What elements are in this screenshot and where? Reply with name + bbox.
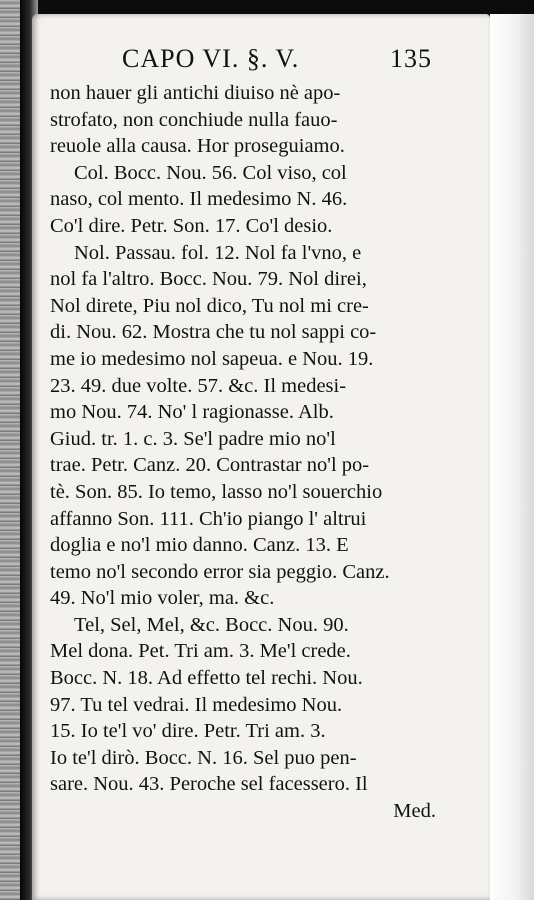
text-line: temo no'l secondo error sia peggio. Canz.: [50, 560, 390, 583]
text-line: me io medesimo nol sapeua. e Nou. 19.: [50, 347, 374, 370]
text-line: reuole alla causa. Hor proseguiamo.: [50, 135, 345, 158]
text-line: Nol. Passau. fol. 12. Nol fa l'vno, e: [74, 241, 362, 264]
text-line: tè. Son. 85. Io temo, lasso no'l souerchio: [50, 480, 383, 503]
text-line: 15. Io te'l vo' dire. Petr. Tri am. 3.: [50, 720, 326, 743]
text-line: nol fa l'altro. Bocc. Nou. 79. Nol direi,: [50, 268, 367, 291]
page-fore-edge: [490, 14, 534, 900]
text-line: mo Nou. 74. No' l ragionasse. Alb.: [50, 401, 334, 424]
body-text: [50, 80, 450, 825]
text-line: 23. 49. due volte. 57. &c. Il medesi-: [50, 374, 347, 397]
text-line: sare. Nou. 43. Peroche sel facessero. Il: [50, 773, 368, 796]
text-line: di. Nou. 62. Mostra che tu nol sappi co-: [50, 321, 377, 344]
catchword: Med.: [393, 800, 436, 823]
text-line: Col. Bocc. Nou. 56. Col viso, col: [74, 161, 347, 184]
text-line: Co'l dire. Petr. Son. 17. Co'l desio.: [50, 214, 333, 237]
text-line: 49. No'l mio voler, ma. &c.: [50, 587, 275, 610]
text-line: 97. Tu tel vedrai. Il medesimo Nou.: [50, 693, 343, 716]
page-number: 135: [390, 44, 432, 73]
text-line: doglia e no'l mio danno. Canz. 13. E: [50, 534, 349, 557]
running-head: [80, 40, 440, 78]
text-line: non hauer gli antichi diuiso nè apo-: [50, 82, 341, 104]
text-line: affanno Son. 111. Ch'io piango l' altrui: [50, 507, 367, 530]
text-line: strofato, non conchiude nulla fauo-: [50, 108, 338, 131]
text-line: Mel dona. Pet. Tri am. 3. Me'l crede.: [50, 640, 351, 663]
text-line: Bocc. N. 18. Ad effetto tel rechi. Nou.: [50, 667, 363, 690]
text-line: Giud. tr. 1. c. 3. Se'l padre mio no'l: [50, 427, 336, 450]
text-line: Tel, Sel, Mel, &c. Bocc. Nou. 90.: [74, 613, 349, 636]
text-line: Io te'l dirò. Bocc. N. 16. Sel puo pen-: [50, 746, 357, 769]
chapter-title: CAPO VI. §. V.: [122, 44, 300, 73]
text-line: naso, col mento. Il medesimo N. 46.: [50, 188, 348, 211]
text-line: trae. Petr. Canz. 20. Contrastar no'l po-: [50, 454, 370, 477]
text-line: Nol direte, Piu nol dico, Tu nol mi cre-: [50, 294, 369, 317]
